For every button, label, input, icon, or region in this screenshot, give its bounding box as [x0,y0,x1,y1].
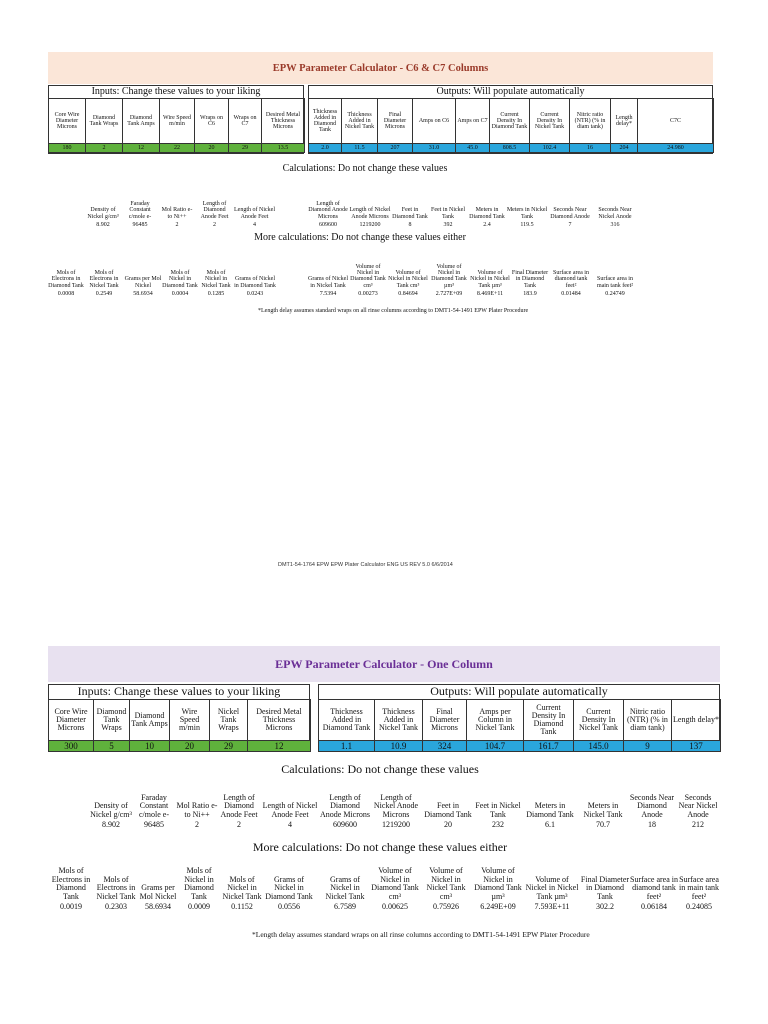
top-calc-left-table [85,176,275,230]
b-input-header-nickel-wraps: Nickel Tank Wraps [210,700,248,741]
output-header-2: Final Diameter Microns [378,99,413,144]
more-right-header-7: Surface area in main tank feet² [596,276,634,289]
b-output-value-4: 161.7 [524,741,574,752]
calc-left-value-3: 2 [213,222,216,228]
calc-left-header-3: Length of Diamond Anode Feet [200,201,229,220]
more-right-value-0: 7.5394 [319,291,337,297]
b-calc-right-value-6: 18 [648,820,656,829]
output-header-3: Amps on C6 [413,99,456,144]
b-output-value-3: 104.7 [467,741,524,752]
b-calc-right-header-3: Feet in Nickel Tank [475,801,521,819]
more-left-value-4: 0.1285 [207,291,225,297]
output-header-4: Amps on C7 [456,99,490,144]
top-more-right-values [308,289,638,299]
output-header-1: Thickness Added in Nickel Tank [342,99,378,144]
b-more-right-value-5: 302.2 [596,902,614,911]
b-calc-left-value-2: 2 [195,820,199,829]
input-header-thickness: Desired Metal Thickness Microns [262,99,305,144]
bottom-calc-right-table [320,777,720,831]
input-diamond-amps[interactable]: 12 [123,144,160,153]
b-calc-left-value-4: 4 [288,820,292,829]
calc-right-value-2: 8 [408,222,412,228]
bottom-calc-left-headers [90,777,320,819]
b-calc-left-header-0: Density of Nickel g/cm³ [90,801,132,819]
output-header-5: Current Density In Diamond Tank [490,99,530,144]
calc-left-value-1: 96485 [132,222,148,228]
calc-right-value-3: 392 [443,222,453,228]
calc-right-value-1: 1219200 [359,222,381,228]
input-core-wire[interactable]: 180 [49,144,86,153]
b-calc-left-header-3: Length of Diamond Anode Feet [220,792,258,819]
calc-right-value-7: 316 [610,222,620,228]
more-left-header-2: Grams per Mol Nickel [124,276,162,289]
b-output-value-7: 137 [672,741,721,752]
top-calc-left-headers [85,176,275,220]
b-more-right-header-7: Surface area in main tank feet² [679,874,719,901]
b-calc-right-value-4: 6.1 [545,820,555,829]
more-left-value-0: 0.0008 [57,291,75,297]
b-calc-right-header-7: Seconds Near Nickel Anode [678,792,718,819]
more-left-header-0: Mols of Electrons in Diamond Tank [48,270,84,289]
bottom-outputs-header-row [319,700,721,741]
bottom-more-right-values [320,901,720,913]
top-more-right-headers [308,244,638,289]
bottom-calc-title: Calculations: Do not change these values [281,762,479,776]
calc-right-value-4: 2.4 [483,222,491,228]
b-more-right-value-4: 7.593E+11 [534,902,570,911]
input-wraps-c6[interactable]: 20 [195,144,229,153]
b-output-value-6: 9 [624,741,672,752]
output-value-8: 204 [611,144,638,153]
b-more-left-value-0: 0.0019 [60,902,82,911]
top-title-banner [48,52,713,84]
b-output-header-0: Thickness Added in Diamond Tank [319,700,375,741]
b-calc-right-header-6: Seconds Near Diamond Anode [629,792,675,819]
bottom-inputs-table [48,699,311,752]
top-more-left-table [48,244,276,299]
more-left-header-4: Mols of Nickel in Nickel Tank [201,270,231,289]
output-header-9: C7C [638,99,714,144]
more-right-value-7: 0.24749 [605,291,625,297]
top-outputs-table [308,98,714,153]
output-value-3: 31.0 [413,144,456,153]
more-right-value-4: 8.469E+11 [476,291,504,297]
top-more-right-table [308,244,638,299]
b-more-right-header-5: Final Diameter in Diamond Tank [580,874,630,901]
b-output-value-1: 10.9 [375,741,423,752]
b-more-left-value-2: 58.6934 [145,902,171,911]
b-more-left-header-5: Grams of Nickel in Diamond Tank [265,874,313,901]
b-output-header-6: Nitric ratio (NTR) (% in diam tank) [624,700,672,741]
b-input-diamond-wraps[interactable]: 5 [94,741,130,752]
output-header-0: Thickness Added in Diamond Tank [309,99,342,144]
top-inputs-title: Inputs: Change these values to your liking [91,86,261,97]
more-right-value-3: 2.727E+09 [435,291,463,297]
calc-left-value-2: 2 [175,222,179,228]
b-calc-right-value-7: 212 [692,820,704,829]
b-output-header-5: Current Density In Nickel Tank [574,700,624,741]
calc-left-header-0: Density of Nickel g/cm³ [87,207,119,220]
b-calc-right-header-1: Length of Nickel Anode Microns [373,792,419,819]
top-inputs-value-row [49,144,305,153]
more-left-value-5: 0.0243 [246,291,264,297]
b-calc-right-header-5: Meters in Nickel Tank [583,801,623,819]
calc-right-header-7: Seconds Near Nickel Anode [598,207,632,220]
b-input-nickel-wraps[interactable]: 29 [210,741,248,752]
b-input-header-wire-speed: Wire Speed m/min [170,700,210,741]
calc-left-header-1: Faraday Constant c/mole e- [128,201,152,220]
top-outputs-title: Outputs: Will populate automatically [436,86,585,97]
bottom-more-title: More calculations: Do not change these values either [252,840,508,854]
output-value-6: 102.4 [530,144,570,153]
output-value-0: 2.0 [309,144,342,153]
input-diamond-wraps[interactable]: 2 [86,144,123,153]
output-value-4: 45.0 [456,144,490,153]
calc-left-value-4: 4 [253,222,256,228]
b-calc-right-header-4: Meters in Diamond Tank [526,801,574,819]
input-thickness[interactable]: 13.5 [262,144,305,153]
output-header-8: Length delay* [611,99,638,144]
bottom-outputs-title: Outputs: Will populate automatically [430,684,608,698]
b-output-header-4: Current Density In Diamond Tank [524,700,574,741]
calc-right-header-2: Feet in Diamond Tank [392,207,428,220]
top-calc-right-values [308,220,638,230]
b-more-right-value-1: 0.00625 [382,902,408,911]
b-calc-left-value-3: 2 [237,820,241,829]
b-input-header-core-wire: Core Wire Diameter Microns [49,700,94,741]
b-output-header-1: Thickness Added in Nickel Tank [375,700,423,741]
top-more-title: More calculations: Do not change these values either [254,232,466,243]
calc-left-value-0: 8.902 [96,222,110,228]
calc-left-header-2: Mol Ratio e- to Ni++ [161,207,193,220]
bottom-inputs-value-row [49,741,311,752]
input-wire-speed[interactable]: 22 [160,144,195,153]
bottom-title-banner [48,646,720,682]
b-calc-left-header-1: Faraday Constant c/mole e- [139,792,169,819]
b-input-diamond-amps[interactable]: 10 [130,741,170,752]
b-more-left-value-4: 0.1152 [231,902,253,911]
b-calc-left-value-0: 8.902 [102,820,120,829]
b-more-right-value-2: 0.75926 [433,902,459,911]
bottom-calc-left-table [90,777,320,831]
bottom-inputs-title: Inputs: Change these values to your liking [77,684,281,698]
output-value-2: 207 [378,144,413,153]
output-header-7: Nitric ratio (NTR) (% in diam tank) [570,99,611,144]
more-right-value-1: 0.00273 [358,291,378,297]
more-left-value-1: 0.2549 [95,291,113,297]
output-value-7: 16 [570,144,611,153]
b-more-right-value-0: 6.7589 [334,902,356,911]
top-calc-right-headers [308,176,638,220]
output-value-1: 11.5 [342,144,378,153]
output-value-9: 24.980 [638,144,714,153]
b-calc-left-header-2: Mol Ratio e- to Ni++ [176,801,218,819]
b-calc-right-value-0: 609600 [333,820,357,829]
input-header-wire-speed: Wire Speed m/min [160,99,195,144]
b-more-left-header-2: Grams per Mol Nickel [139,883,177,901]
calc-right-value-6: 7 [568,222,572,228]
b-more-left-header-1: Mols of Electrons in Nickel Tank [96,874,136,901]
more-right-header-1: Volume of Nickel in Diamond Tank cm³ [350,263,386,289]
top-calc-left-values [85,220,275,230]
more-right-header-6: Surface area in diamond tank feet² [553,270,589,289]
b-more-left-value-1: 0.2303 [105,902,127,911]
more-right-header-3: Volume of Nickel in Diamond Tank µm³ [431,263,467,289]
b-more-right-header-0: Grams of Nickel in Nickel Tank [325,874,365,901]
b-more-left-header-4: Mols of Nickel in Nickel Tank [222,874,262,901]
calc-right-header-5: Meters in Nickel Tank [506,207,548,220]
b-calc-right-value-1: 1219200 [382,820,410,829]
output-header-6: Current Density In Nickel Tank [530,99,570,144]
bottom-calc-right-headers [320,777,720,819]
calc-right-header-6: Seconds Near Diamond Anode [550,207,590,220]
b-more-right-header-2: Volume of Nickel in Nickel Tank cm³ [426,866,466,901]
bottom-outputs-value-row [319,741,721,752]
more-right-header-2: Volume of Nickel in Nickel Tank cm³ [388,270,428,289]
b-more-left-header-3: Mols of Nickel in Diamond Tank [184,866,214,901]
b-input-header-thickness: Desired Metal Thickness Microns [248,700,311,741]
bottom-more-left-values [48,901,314,913]
bottom-outputs-table [318,699,721,752]
b-calc-right-value-5: 70.7 [596,820,610,829]
more-right-value-5: 183.9 [523,291,537,297]
b-calc-right-header-2: Feet in Diamond Tank [424,801,472,819]
b-output-header-3: Amps per Column in Nickel Tank [467,700,524,741]
bottom-calc-right-values [320,819,720,831]
more-right-value-6: 0.01484 [561,291,581,297]
more-right-value-2: 0.84694 [398,291,418,297]
more-left-header-1: Mols of Electrons in Nickel Tank [89,270,119,289]
top-inputs-header-row [49,99,305,144]
b-input-core-wire[interactable]: 300 [49,741,94,752]
bottom-footnote: *Length delay assumes standard wraps on all rinse columns according to DMT1-54-1491 EPW Plater Procedure [252,930,590,939]
b-more-right-header-1: Volume of Nickel in Diamond Tank cm³ [371,866,419,901]
input-header-diamond-wraps: Diamond Tank Wraps [86,99,123,144]
calc-right-header-1: Length of Nickel Anode Microns [349,207,391,220]
b-input-header-diamond-wraps: Diamond Tank Wraps [94,700,130,741]
b-output-value-0: 1.1 [319,741,375,752]
top-more-left-headers [48,244,276,289]
input-header-core-wire: Core Wire Diameter Microns [49,99,86,144]
calc-right-value-0: 609600 [319,222,337,228]
b-calc-right-value-2: 20 [444,820,452,829]
more-right-header-4: Volume of Nickel in Nickel Tank µm³ [470,270,510,289]
more-right-header-5: Final Diameter in Diamond Tank [511,270,549,289]
b-more-left-header-0: Mols of Electrons in Diamond Tank [51,866,91,901]
input-header-wraps-c6: Wraps on C6 [195,99,229,144]
b-input-thickness[interactable]: 12 [248,741,311,752]
calc-right-header-4: Meters in Diamond Tank [469,207,505,220]
b-output-header-7: Length delay* [672,700,721,741]
top-outputs-value-row [309,144,714,153]
b-more-left-value-5: 0.0556 [278,902,300,911]
bottom-more-left-headers [48,855,314,901]
b-more-right-value-6: 0.06184 [641,902,667,911]
b-calc-left-value-1: 96485 [144,820,164,829]
calc-right-header-0: Length of Diamond Anode Microns [308,201,348,220]
more-left-value-3: 0.0004 [171,291,189,297]
calc-right-header-3: Feet in Nickel Tank [431,207,465,220]
bottom-more-right-table [320,855,720,913]
b-calc-right-value-3: 232 [492,820,504,829]
b-input-wire-speed[interactable]: 20 [170,741,210,752]
more-left-header-5: Grams of Nickel in Diamond Tank [234,276,276,289]
b-calc-left-header-4: Length of Nickel Anode Feet [262,801,318,819]
top-inputs-table [48,98,305,153]
top-more-left-values [48,289,276,299]
more-left-value-2: 58.6934 [133,291,153,297]
b-more-right-value-7: 0.24085 [686,902,712,911]
b-output-header-2: Final Diameter Microns [423,700,467,741]
input-header-diamond-amps: Diamond Tank Amps [123,99,160,144]
input-wraps-c7[interactable]: 29 [229,144,262,153]
input-header-wraps-c7: Wraps on C7 [229,99,262,144]
b-output-value-5: 145.0 [574,741,624,752]
top-footnote: *Length delay assumes standard wraps on all rinse columns according to DMT1-54-1491 EPW Plater Procedure [258,308,529,314]
more-right-header-0: Grams of Nickel in Nickel Tank [308,276,348,289]
b-output-value-2: 324 [423,741,467,752]
bottom-more-left-table [48,855,314,913]
bottom-inputs-header-row [49,700,311,741]
more-left-header-3: Mols of Nickel in Diamond Tank [162,270,198,289]
b-more-right-header-4: Volume of Nickel in Nickel Tank µm³ [525,874,579,901]
b-more-left-value-3: 0.0009 [188,902,210,911]
b-more-right-header-3: Volume of Nickel in Diamond Tank µm³ [474,866,522,901]
calc-right-value-5: 119.5 [520,222,534,228]
b-input-header-diamond-amps: Diamond Tank Amps [130,700,170,741]
bottom-calc-left-values [90,819,320,831]
top-calc-title: Calculations: Do not change these values [282,163,448,174]
top-outputs-header-row [309,99,714,144]
b-calc-right-header-0: Length of Diamond Anode Microns [320,792,370,819]
bottom-more-right-headers [320,855,720,901]
output-value-5: 808.5 [490,144,530,153]
document-footer: DMT1-54-1764 EPW EPW Plater Calculator ENG US REV 5.0 6/6/2014 [278,562,453,568]
bottom-title: EPW Parameter Calculator - One Column [275,656,493,671]
b-more-right-header-6: Surface area in diamond tank feet² [630,874,678,901]
calc-left-header-4: Length of Nickel Anode Feet [234,207,275,220]
top-title: EPW Parameter Calculator - C6 & C7 Columns [272,62,489,74]
b-more-right-value-3: 6.249E+09 [480,902,516,911]
top-calc-right-table [308,176,638,230]
